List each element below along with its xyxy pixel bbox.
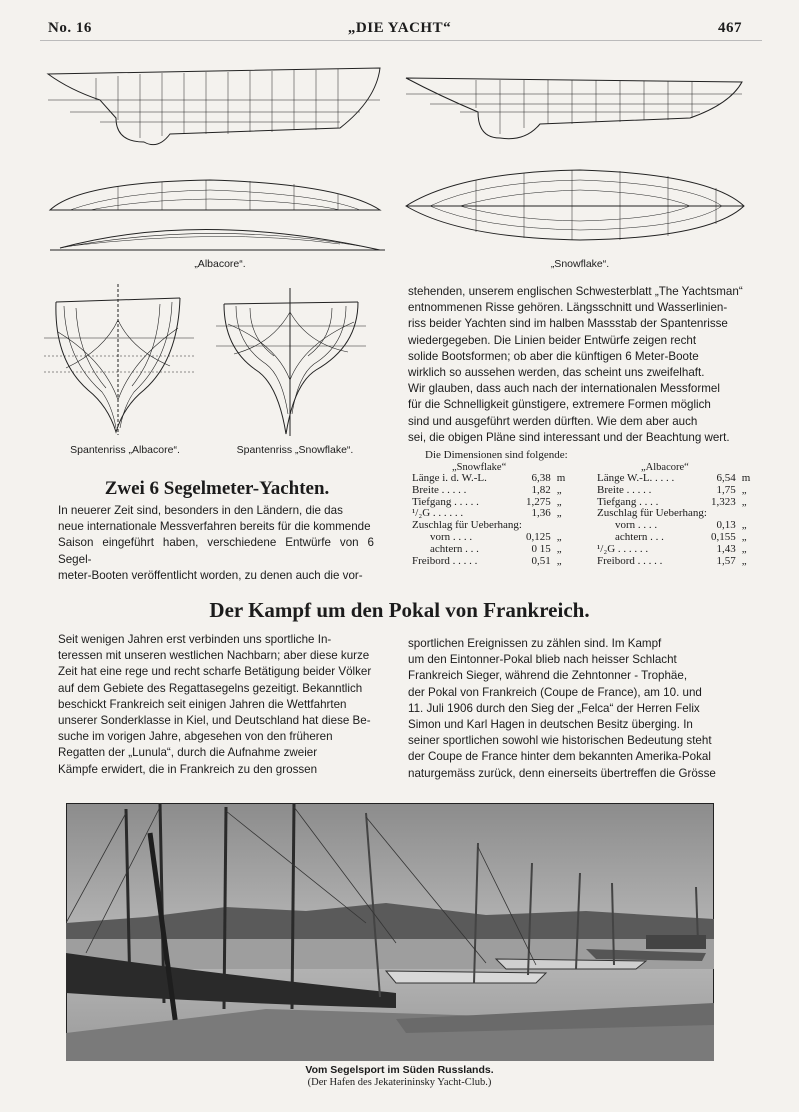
- text-line: für die Schnelligkeit günstigere, extremere Formen möglich: [408, 398, 711, 412]
- dimension-value: 0,13: [716, 519, 736, 532]
- dimension-row: [597, 532, 756, 544]
- albacore-sections-caption: Spantenriss „Albacore“.: [70, 444, 180, 456]
- text-line: riss beider Yachten sind im halben Massstab der Spantenrisse: [408, 317, 728, 331]
- text-line: wiedergegeben. Die Linien beider Entwürfe zeigen recht: [408, 333, 697, 347]
- dimension-label: Freibord . . . . .: [597, 554, 663, 567]
- dimension-label: ¹/₂G . . . . . .: [412, 507, 464, 520]
- snowflake-dimensions-table: [412, 473, 571, 567]
- dimension-row: [412, 556, 571, 568]
- photo-caption-title: Vom Segelsport im Süden Russlands.: [305, 1064, 494, 1076]
- harbour-photograph: [66, 803, 714, 1061]
- text-line: Regatten der „Lunula“, durch die Aufnahme zweier: [58, 746, 318, 760]
- photo-caption-subtitle: (Der Hafen des Jekaterininsky Yacht-Club.): [307, 1077, 492, 1088]
- snowflake-sections-caption: Spantenriss „Snowflake“.: [236, 444, 354, 456]
- dimension-value: 0,125: [525, 530, 551, 543]
- text-line: sei, die obigen Pläne sind interessant und der Beachtung wert.: [408, 430, 730, 444]
- text-line: um den Eintonner-Pokal blieb nach heisser Schlacht: [408, 653, 677, 667]
- page-number: 467: [718, 20, 742, 36]
- albacore-body-plan: [44, 280, 194, 438]
- snowflake-caption: „Snowflake“.: [550, 258, 610, 270]
- article1-right-column: [408, 284, 752, 446]
- dimension-value: 1,57: [716, 554, 736, 567]
- dimension-unit: m: [556, 472, 566, 484]
- dimension-value: 1,75: [716, 483, 736, 496]
- text-line: meter-Booten veröffentlicht worden, zu denen auch die vor-: [58, 568, 363, 582]
- dimension-unit: „: [556, 495, 562, 508]
- dimension-row: [597, 556, 756, 568]
- dimension-label: ¹/₂G . . . . . .: [597, 542, 649, 555]
- dimension-unit: „: [556, 554, 562, 567]
- dimension-label: achtern . . .: [615, 530, 664, 543]
- text-line: Simon und Karl Hagen in deutschen Besitz überging. In: [408, 718, 693, 732]
- dimension-label: achtern . . .: [430, 542, 479, 555]
- albacore-caption: „Albacore“.: [194, 258, 246, 270]
- dimension-value: 6,38: [531, 472, 551, 484]
- dimension-unit: m: [741, 472, 751, 484]
- dimension-unit: „: [741, 519, 747, 532]
- text-line: unserer Sonderklasse in Kiel, und Deutschland hat diese Be-: [58, 714, 371, 728]
- article2-title: Der Kampf um den Pokal von Frankreich.: [209, 598, 590, 622]
- text-line: Saison eingeführt haben, verschiedene Entwürfe von 6 Segel-: [58, 536, 374, 566]
- article2-right-column: [408, 636, 752, 782]
- dimension-unit: „: [556, 530, 562, 543]
- text-line: auf dem Gebiete des Regattasegelns gezeitigt. Bekanntlich: [58, 681, 363, 695]
- snowflake-dimensions: [412, 462, 582, 567]
- text-line: seiner sportlichen sowohl wie historischen Bedeutung steht: [408, 734, 712, 748]
- article2-left-column: [58, 632, 392, 778]
- dimension-unit: „: [741, 530, 747, 543]
- dimension-unit: „: [556, 483, 562, 496]
- dimension-value: 1,82: [531, 483, 551, 496]
- text-line: teressen mit unseren westlichen Nachbarn; aber diese kurze: [58, 649, 370, 663]
- dimension-value: 1,43: [716, 542, 736, 555]
- dimension-row: [597, 544, 756, 556]
- text-line: sportlichen Ereignissen zu zählen sind. Im Kampf: [408, 637, 662, 650]
- dimension-label: Länge W.-L. . . . .: [597, 472, 675, 484]
- text-line: stehenden, unserem englischen Schwesterblatt „The Yachtsman“: [408, 285, 743, 298]
- header-rule: [40, 40, 762, 41]
- dimension-label: Tiefgang . . . . .: [412, 495, 479, 508]
- dimension-label: vorn . . . .: [615, 519, 658, 532]
- dimension-unit: „: [741, 554, 747, 567]
- article1-left-column: [58, 503, 374, 584]
- dimension-unit: „: [741, 542, 747, 555]
- albacore-dimensions-table: [597, 473, 756, 567]
- dimension-label: Zuschlag für Ueberhang:: [597, 507, 707, 520]
- text-line: 11. Juli 1906 durch den Sieg der „Felca“ der Herren Felix: [408, 701, 700, 715]
- dimensions-intro: Die Dimensionen sind folgende:: [425, 449, 568, 461]
- dimension-value: 6,54: [716, 472, 736, 484]
- dimension-value: 0,155: [710, 530, 736, 543]
- dimension-row: [412, 485, 571, 497]
- dimension-value: 1,275: [525, 495, 551, 508]
- text-line: Seit wenigen Jahren erst verbinden uns sportliche In-: [58, 633, 332, 646]
- dimension-unit: „: [556, 507, 562, 520]
- text-line: der Pokal von Frankreich (Coupe de France), am 10. und: [408, 685, 702, 699]
- text-line: wirklich so aussehen werden, das scheint uns zweifelhaft.: [408, 366, 705, 380]
- text-line: naturgemäss zurück, denn einerseits übertreffen die Grösse: [408, 766, 716, 780]
- snowflake-body-plan: [216, 284, 366, 440]
- snowflake-dimensions-heading: „Snowflake“: [452, 462, 507, 473]
- dimension-unit: „: [741, 483, 747, 496]
- dimension-label: vorn . . . .: [430, 530, 473, 543]
- text-line: neue internationale Messverfahren bereits für die kommende: [58, 520, 371, 534]
- text-line: der Coupe de France hinter dem bekannten Amerika-Pokal: [408, 750, 711, 764]
- issue-number: No. 16: [48, 20, 92, 36]
- text-line: solide Bootsformen; ob aber die künftigen 6 Meter-Boote: [408, 349, 699, 363]
- dimension-label: Zuschlag für Ueberhang:: [412, 519, 522, 532]
- article1-title: Zwei 6 Segelmeter-Yachten.: [104, 478, 330, 499]
- dimension-row: [412, 544, 571, 556]
- text-line: Kämpfe erwidert, die in Frankreich zu den grossen: [58, 762, 318, 776]
- text-line: sind und ausgeführt werden dürften. Wie dem aber auch: [408, 414, 698, 428]
- dimension-label: Freibord . . . . .: [412, 554, 478, 567]
- dimension-row: [412, 532, 571, 544]
- text-line: Frankreich Sieger, während die Zehntonner - Trophäe,: [408, 669, 688, 683]
- dimension-row: [597, 485, 756, 497]
- dimension-unit: „: [556, 542, 562, 555]
- dimension-label: Länge i. d. W.-L.: [412, 472, 487, 484]
- text-line: beschickt Frankreich seit einigen Jahren die Wettfahrten: [58, 697, 347, 711]
- text-line: Wir glauben, dass auch nach der internationalen Messformel: [408, 382, 720, 396]
- dimension-label: Breite . . . . .: [412, 483, 467, 496]
- albacore-lines-drawing: [40, 60, 390, 255]
- text-line: Zeit hat eine rege und recht scharfe Betätigung beider Völker: [58, 665, 372, 679]
- text-line: suche im vorigen Jahre, abgesehen von den früheren: [58, 730, 333, 744]
- journal-title: „DIE YACHT“: [347, 20, 452, 36]
- snowflake-lines-drawing: [400, 68, 750, 253]
- dimension-label: Breite . . . . .: [597, 483, 652, 496]
- dimension-unit: „: [741, 495, 747, 508]
- dimension-value: 1,36: [531, 507, 551, 520]
- dimension-value: 0 15: [531, 542, 551, 555]
- dimension-label: Tiefgang . . . .: [597, 495, 659, 508]
- dimension-value: 0,51: [531, 554, 551, 567]
- dimension-value: 1,323: [710, 495, 736, 508]
- text-line: entnommenen Risse gehören. Längsschnitt und Wasserlinien-: [408, 301, 728, 315]
- albacore-dimensions-heading: „Albacore“: [641, 462, 689, 473]
- text-line: In neuerer Zeit sind, besonders in den Ländern, die das: [58, 504, 343, 517]
- albacore-dimensions: [597, 462, 762, 567]
